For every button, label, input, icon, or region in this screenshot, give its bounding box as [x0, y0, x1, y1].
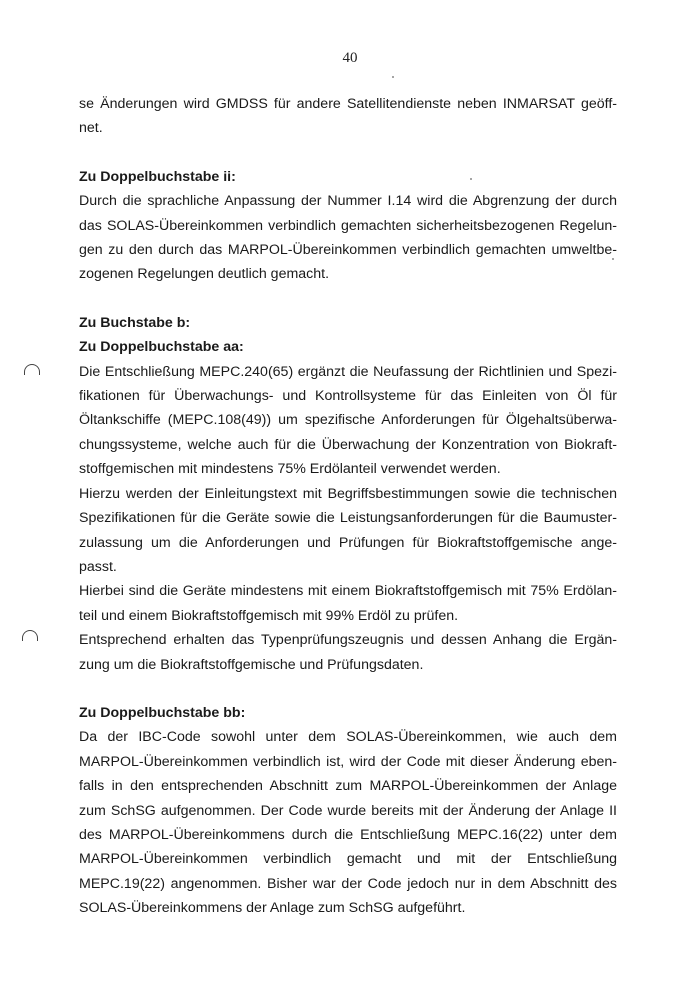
- paragraph-aa-4: [79, 628, 617, 677]
- paragraph-ii: [79, 189, 617, 287]
- text-line: stoffgemischen mit mindestens 75% Erdölanteil verwendet werden.: [79, 461, 501, 478]
- section-heading-b: Zu Buchstabe b:: [79, 314, 191, 331]
- document-body: [79, 92, 617, 921]
- paragraph-aa-3: [79, 579, 617, 628]
- text-line: Öltankschiffe (MEPC.108(49)) um spezifische Anforderungen für Ölgehaltsüberwa-: [79, 412, 617, 429]
- text-line: Hierbei sind die Geräte mindestens mit einem Biokraftstoffgemisch mit 75% Erdölan-: [79, 583, 617, 600]
- section-heading-ii: Zu Doppelbuchstabe ii:: [79, 168, 236, 185]
- text-line: SOLAS-Übereinkommens der Anlage zum SchSG aufgeführt.: [79, 900, 466, 917]
- text-line: se Änderungen wird GMDSS für andere Satellitendienste neben INMARSAT geöff-: [79, 96, 617, 112]
- text-line: zum SchSG aufgenommen. Der Code wurde bereits mit der Änderung der Anlage II: [79, 802, 617, 819]
- text-line: teil und einem Biokraftstoffgemisch mit 99% Erdöl zu prüfen.: [79, 607, 459, 624]
- intro-paragraph: [79, 92, 617, 141]
- text-line: chungssysteme, welche auch für die Überwachung der Konzentration von Biokraft-: [79, 436, 617, 453]
- paragraph-aa-2: [79, 482, 617, 580]
- page-number: 40: [342, 50, 358, 66]
- text-line: MARPOL-Übereinkommen verbindlich gemacht und mit der Entschließung: [79, 851, 617, 868]
- scan-speck: [392, 76, 394, 78]
- section-heading-bb: Zu Doppelbuchstabe bb:: [79, 704, 246, 721]
- text-line: zogenen Regelungen deutlich gemacht.: [79, 266, 330, 283]
- text-line: des MARPOL-Übereinkommens durch die Entschließung MEPC.16(22) unter dem: [79, 826, 617, 843]
- text-line: fikationen für Überwachungs- und Kontrollsysteme für das Einleiten von Öl für: [79, 388, 617, 405]
- text-line: MEPC.19(22) angenommen. Bisher war der Code jedoch nur in dem Abschnitt des: [79, 875, 617, 892]
- text-line: gen zu den durch das MARPOL-Übereinkommen verbindlich gemachten umweltbe-: [79, 242, 617, 259]
- margin-mark: [24, 364, 40, 375]
- section-heading-aa: Zu Doppelbuchstabe aa:: [79, 339, 244, 356]
- text-line: MARPOL-Übereinkommen verbindlich ist, wird der Code mit dieser Änderung eben-: [79, 753, 617, 770]
- paragraph-aa-1: [79, 360, 617, 482]
- text-line: zung um die Biokraftstoffgemische und Prüfungsdaten.: [79, 656, 424, 673]
- text-line: Spezifikationen für die Geräte sowie die Leistungsanforderungen für die Baumuster-: [79, 510, 617, 527]
- paragraph-bb: [79, 725, 617, 920]
- text-line: Die Entschließung MEPC.240(65) ergänzt die Neufassung der Richtlinien und Spezi-: [79, 363, 617, 380]
- text-line: Da der IBC-Code sowohl unter dem SOLAS-Übereinkommen, wie auch dem: [79, 729, 617, 746]
- text-line: zulassung um die Anforderungen und Prüfungen für Biokraftstoffgemische ange-: [79, 534, 617, 551]
- text-line: passt.: [79, 558, 117, 575]
- text-line: Hierzu werden der Einleitungstext mit Begriffsbestimmungen sowie die technischen: [79, 485, 617, 502]
- text-line: Entsprechend erhalten das Typenprüfungszeugnis und dessen Anhang die Ergän-: [79, 632, 617, 649]
- text-line: Durch die sprachliche Anpassung der Nummer I.14 wird die Abgrenzung der durch: [79, 193, 617, 210]
- margin-mark: [22, 630, 38, 641]
- text-line: net.: [79, 120, 103, 137]
- text-line: das SOLAS-Übereinkommen verbindlich gemachten sicherheitsbezogenen Regelun-: [79, 217, 617, 234]
- text-line: falls in den entsprechenden Abschnitt zum MARPOL-Übereinkommen der Anlage: [79, 778, 617, 795]
